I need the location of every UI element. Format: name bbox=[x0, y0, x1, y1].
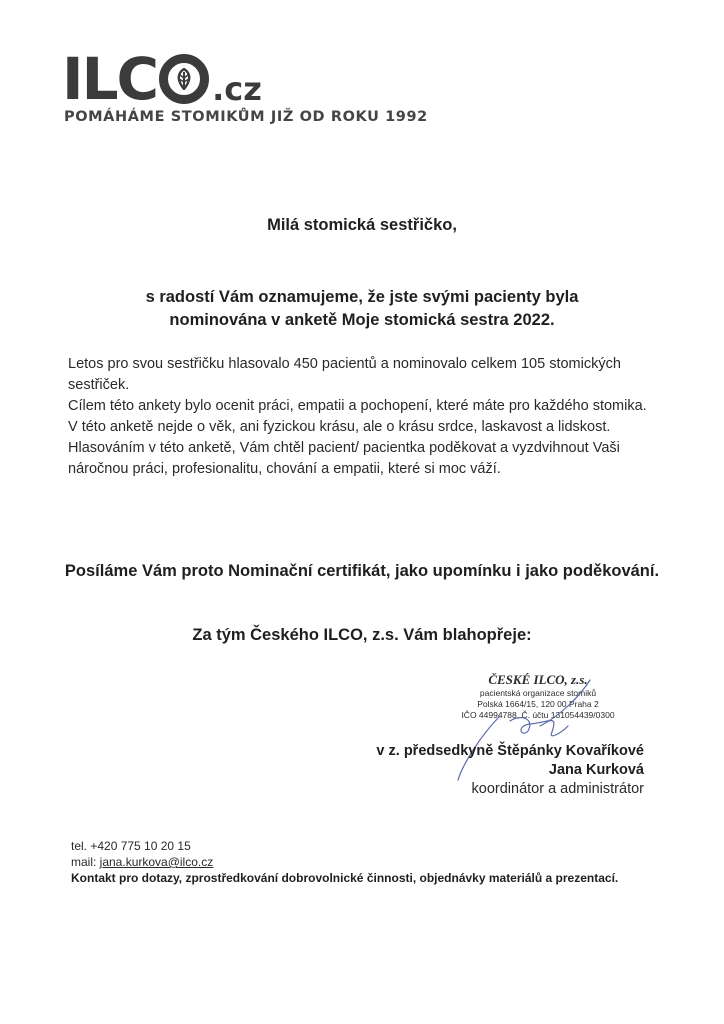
stamp-line-1: pacientská organizace stomiků bbox=[479, 688, 597, 698]
stamp-line-2: Polská 1664/15, 120 00 Praha 2 bbox=[477, 699, 599, 709]
announcement-line-2: nominována v anketě Moje stomická sestra 2022. bbox=[169, 311, 555, 329]
body-paragraph-goal: Cílem této ankety bylo ocenit práci, empatii a pochopení, které máte pro každého stomika. bbox=[68, 398, 647, 414]
contact-phone: tel. +420 775 10 20 15 bbox=[71, 839, 191, 853]
logo-text: ILC bbox=[62, 45, 158, 113]
stamp-line-3: IČO 44994788, Č. účtu 131054439/0300 bbox=[461, 710, 615, 720]
contact-mail-label: mail: bbox=[71, 855, 100, 869]
leaf-icon bbox=[159, 54, 209, 104]
contact-block bbox=[71, 838, 631, 887]
team-congratulations: Za tým Českého ILCO, z.s. Vám blahopřeje: bbox=[192, 626, 532, 644]
stamp-title: ČESKÉ ILCO, z.s. bbox=[488, 672, 588, 687]
body-paragraph-votes: Letos pro svou sestřičku hlasovalo 450 pacientů a nominovalo celkem 105 stomických sestřiček. bbox=[68, 356, 621, 393]
letter-body bbox=[68, 354, 668, 480]
body-paragraph-heart: V této anketě nejde o věk, ani fyzickou krásu, ale o krásu srdce, laskavost a lidskost. bbox=[68, 419, 611, 435]
ilco-logo bbox=[62, 45, 262, 113]
contact-mail-link[interactable]: jana.kurkova@ilco.cz bbox=[99, 855, 214, 869]
certificate-note: Posíláme Vám proto Nominační certifikát, jako upomínku i jako poděkování. bbox=[64, 562, 660, 580]
contact-mail-row bbox=[71, 854, 631, 870]
signatory-role: koordinátor a administrátor bbox=[471, 781, 644, 797]
signatory-block bbox=[376, 742, 644, 799]
announcement-line-1: s radostí Vám oznamujeme, že jste svými pacienty byla bbox=[145, 288, 579, 306]
announcement bbox=[62, 286, 662, 332]
signatory-on-behalf: v z. předsedkyně Štěpánky Kovaříkové bbox=[376, 743, 644, 759]
logo-domain: .cz bbox=[212, 70, 262, 108]
slogan: POMÁHÁME STOMIKŮM JIŽ OD ROKU 1992 bbox=[64, 109, 428, 125]
contact-note: Kontakt pro dotazy, zprostředkování dobrovolnické činnosti, objednávky materiálů a prezentací. bbox=[71, 871, 619, 885]
salutation: Milá stomická sestřičko, bbox=[267, 216, 457, 234]
signatory-name: Jana Kurková bbox=[548, 762, 644, 778]
body-paragraph-thanks: Hlasováním v této anketě, Vám chtěl pacient/ pacientka poděkovat a vyzdvihnout Vaši náročnou práci, profesionalitu, chování a empatii, které si moc váží. bbox=[68, 440, 620, 477]
